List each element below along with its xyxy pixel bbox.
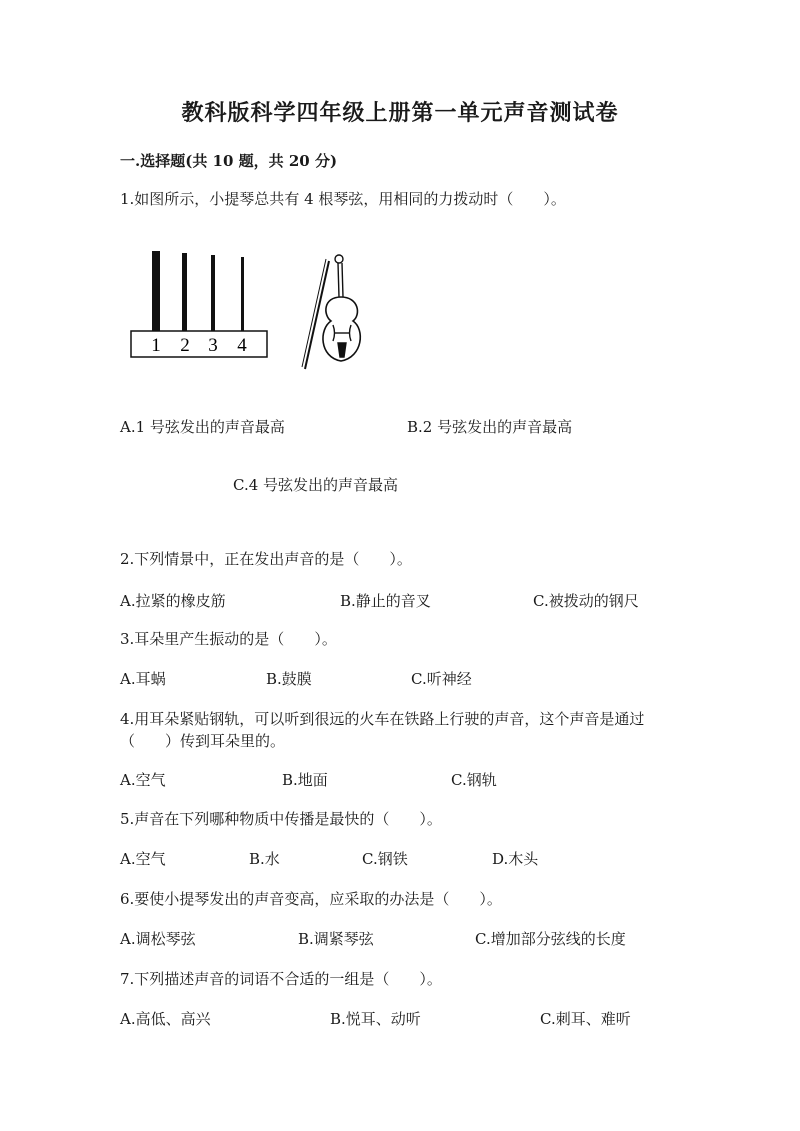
question-1-figure [125, 245, 375, 375]
question-5: 5.声音在下列哪种物质中传播是最快的（ ）。 [120, 810, 442, 828]
question-7-option-c[interactable]: C.刺耳、难听 [540, 1010, 631, 1028]
string-4 [241, 257, 244, 331]
question-5-option-a[interactable]: A.空气 [120, 850, 166, 868]
string-label-1: 1 [151, 335, 161, 356]
question-5-option-d[interactable]: D.木头 [492, 850, 539, 868]
question-3-option-b[interactable]: B.鼓膜 [266, 670, 312, 688]
question-1-option-c[interactable]: C.4 号弦发出的声音最高 [233, 476, 399, 494]
question-1-option-b[interactable]: B.2 号弦发出的声音最高 [407, 418, 573, 436]
question-2: 2.下列情景中，正在发出声音的是（ ）。 [120, 550, 412, 568]
question-6-option-a[interactable]: A.调松琴弦 [120, 930, 196, 948]
string-label-4: 4 [237, 335, 247, 356]
question-1-option-a[interactable]: A.1 号弦发出的声音最高 [120, 418, 285, 436]
string-2 [182, 253, 187, 331]
violin-strings-diagram [125, 245, 375, 375]
question-2-option-c[interactable]: C.被拨动的钢尺 [533, 592, 639, 610]
violin-icon [302, 255, 360, 369]
section-heading: 一.选择题(共 10 题，共 20 分) [120, 152, 338, 170]
string-3 [211, 255, 215, 331]
question-6-option-b[interactable]: B.调紧琴弦 [298, 930, 374, 948]
page-title: 教科版科学四年级上册第一单元声音测试卷 [181, 100, 619, 126]
string-label-2: 2 [180, 335, 190, 356]
question-5-option-c[interactable]: C.钢铁 [362, 850, 408, 868]
question-7-option-b[interactable]: B.悦耳、动听 [330, 1010, 421, 1028]
question-3-option-c[interactable]: C.听神经 [411, 670, 472, 688]
question-7: 7.下列描述声音的词语不合适的一组是（ ）。 [120, 970, 442, 988]
question-4-option-b[interactable]: B.地面 [282, 771, 328, 789]
question-6: 6.要使小提琴发出的声音变高，应采取的办法是（ ）。 [120, 890, 502, 908]
question-4-option-c[interactable]: C.钢轨 [451, 771, 497, 789]
question-4: 4.用耳朵紧贴钢轨，可以听到很远的火车在铁路上行驶的声音，这个声音是通过（ ）传到耳朵里的。 [120, 710, 645, 750]
question-3: 3.耳朵里产生振动的是（ ）。 [120, 630, 337, 648]
question-4-option-a[interactable]: A.空气 [120, 771, 166, 789]
question-5-option-b[interactable]: B.水 [249, 850, 280, 868]
string-1 [152, 251, 160, 331]
question-1: 1.如图所示，小提琴总共有 4 根琴弦，用相同的力拨动时（ ）。 [120, 190, 566, 208]
string-label-3: 3 [208, 335, 218, 356]
question-7-option-a[interactable]: A.高低、高兴 [120, 1010, 211, 1028]
question-6-option-c[interactable]: C.增加部分弦线的长度 [475, 930, 626, 948]
question-2-option-b[interactable]: B.静止的音叉 [340, 592, 431, 610]
question-2-option-a[interactable]: A.拉紧的橡皮筋 [120, 592, 226, 610]
question-3-option-a[interactable]: A.耳蜗 [120, 670, 166, 688]
